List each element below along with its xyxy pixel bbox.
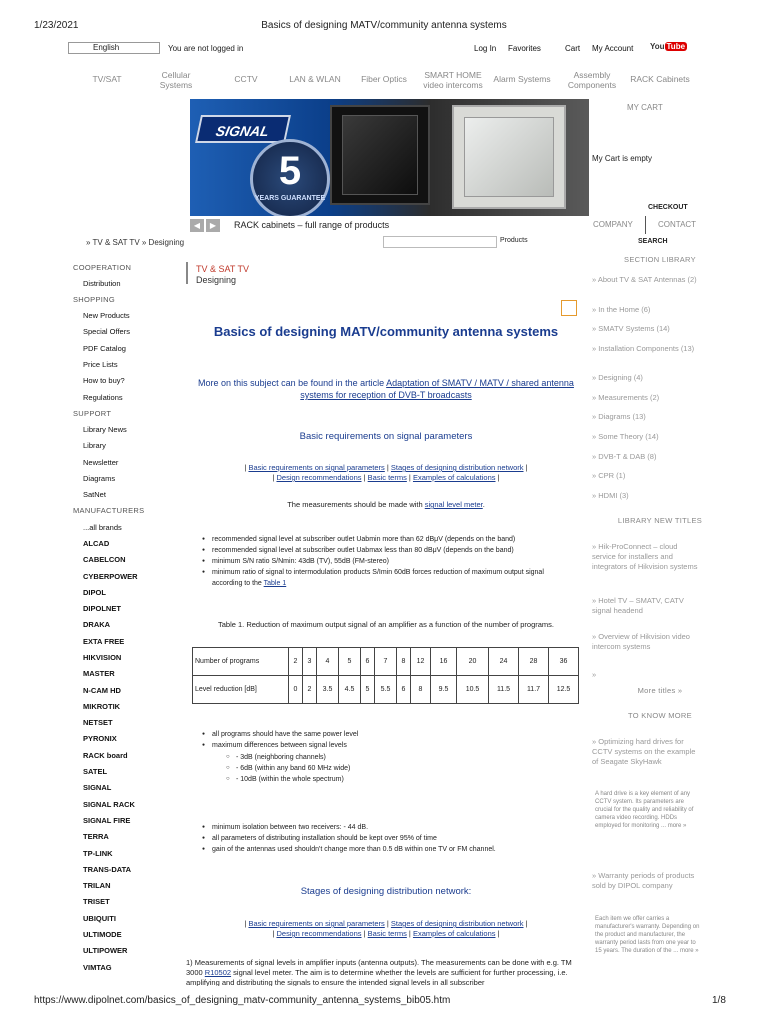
brand-hikvision[interactable]: HIKVISION	[83, 653, 122, 662]
sidebar-heading-cooperation: COOPERATION	[73, 263, 132, 272]
table-cell: 5	[361, 676, 375, 704]
brand-satel[interactable]: SATEL	[83, 767, 108, 776]
print-date: 1/23/2021	[34, 20, 79, 31]
list-item	[202, 567, 576, 589]
brand-vimtag[interactable]: VIMTAG	[83, 963, 112, 972]
sidebar-item-satnet[interactable]: SatNet	[83, 490, 106, 499]
link-stages[interactable]: Stages of designing distribution network	[390, 463, 524, 472]
meas-prefix: The measurements should be made with	[287, 500, 425, 509]
table-row	[193, 648, 579, 676]
library-item-cpr[interactable]: » CPR (1)	[592, 471, 626, 480]
library-item-label: About TV & SAT Antennas (2)	[597, 275, 697, 284]
table-cell: 8	[397, 648, 411, 676]
section-library-heading: SECTION LIBRARY	[624, 255, 696, 264]
sidebar-item-diagrams[interactable]: Diagrams	[83, 474, 116, 483]
sidebar-item-special-offers[interactable]: Special Offers	[83, 327, 130, 336]
more-titles-link[interactable]: More titles »	[637, 686, 683, 695]
sidebar-item-distribution[interactable]: Distribution	[83, 279, 121, 288]
table-row-header: Number of programs	[193, 648, 289, 676]
table-cell: 24	[489, 648, 519, 676]
signal-level-meter-link[interactable]: signal level meter	[424, 500, 483, 509]
link-design-recommendations[interactable]: Design recommendations	[276, 929, 362, 938]
table-cell: 5.5	[375, 676, 397, 704]
level-differences-list	[226, 752, 526, 785]
my-account-link[interactable]: My Account	[592, 44, 634, 53]
nav-rack[interactable]: RACK Cabinets	[630, 74, 690, 84]
brand-n-cam-hd[interactable]: N-CAM HD	[83, 686, 121, 695]
brand-netset[interactable]: NETSET	[83, 718, 113, 727]
table-cell: 11.7	[519, 676, 549, 704]
know-more-title: Optimizing hard drives for CCTV systems on the example of Seagate SkyHawk	[592, 737, 696, 766]
brand-draka[interactable]: DRAKA	[83, 620, 111, 629]
brand-terra[interactable]: TERRA	[83, 832, 109, 841]
table-cell: 12.5	[549, 676, 579, 704]
search-button[interactable]: SEARCH	[638, 238, 668, 245]
new-title-label: Hotel TV – SMATV, CATV signal headend	[592, 596, 684, 615]
brand-dipol[interactable]: DIPOL	[83, 588, 106, 597]
brand-exta-free[interactable]: EXTA FREE	[83, 637, 125, 646]
search-input[interactable]	[383, 236, 497, 248]
brand-mikrotik[interactable]: MIKROTIK	[83, 702, 121, 711]
link-basic-terms[interactable]: Basic terms	[367, 473, 407, 482]
table-cell: 8	[411, 676, 431, 704]
link-design-recommendations[interactable]: Design recommendations	[276, 473, 362, 482]
table-cell: 0	[289, 676, 303, 704]
list-item: ● maximum differences between signal levels	[202, 740, 576, 751]
library-item-label: Installation Components (13)	[598, 344, 695, 353]
link-examples[interactable]: Examples of calculations	[412, 929, 496, 938]
slide-prev-button[interactable]: ◀	[190, 219, 204, 232]
brand-ubiquiti[interactable]: UBIQUITI	[83, 914, 116, 923]
requirements-list	[202, 534, 576, 589]
library-item-theory[interactable]: » Some Theory (14)	[592, 432, 659, 441]
table-cell: 4.5	[339, 676, 361, 704]
table-cell: 2	[289, 648, 303, 676]
library-item-diagrams[interactable]: » Diagrams (13)	[592, 412, 646, 421]
brand-triset[interactable]: TRISET	[83, 897, 110, 906]
brand-ultipower[interactable]: ULTIPOWER	[83, 946, 128, 955]
print-page-number: 1/8	[712, 995, 726, 1006]
link-stages[interactable]: Stages of designing distribution network	[390, 919, 524, 928]
table-cell: 16	[431, 648, 457, 676]
checkout-button[interactable]: CHECKOUT	[648, 204, 688, 211]
more-info-prefix: More on this subject can be found in the article	[198, 378, 387, 388]
table-cell: 6	[397, 676, 411, 704]
brand-signal-fire[interactable]: SIGNAL FIRE	[83, 816, 131, 825]
library-item-label: Some Theory (14)	[598, 432, 659, 441]
meas-suffix: .	[482, 500, 485, 509]
brand-all[interactable]: ...all brands	[83, 523, 122, 532]
table-1-link[interactable]: Table 1	[263, 580, 287, 587]
know-more-title: Warranty periods of products sold by DIPOL company	[592, 871, 695, 890]
know-more-hdd[interactable]: » Optimizing hard drives for CCTV systems on the example of Seagate SkyHawk	[592, 737, 696, 766]
stage1-suffix: signal level meter. The aim is to determine whether the levels are sufficient for further processing, i.e. amplifying and distributing the signals to ensure the intended signal levels in all subscriber	[186, 968, 568, 986]
library-item-home[interactable]: » In the Home (6)	[592, 305, 651, 314]
list-item: ○ - 3dB (neighboring channels)	[226, 752, 526, 763]
company-link[interactable]: COMPANY	[593, 220, 633, 229]
nav-smart-home[interactable]: SMART HOME video intercoms	[423, 70, 483, 90]
table-row	[193, 676, 579, 704]
section-divider	[186, 262, 188, 284]
search-scope-select[interactable]: Products	[500, 237, 528, 244]
brand-trilan[interactable]: TRILAN	[83, 881, 111, 890]
favorites-link[interactable]: Favorites	[508, 44, 541, 53]
library-item-hdmi[interactable]: » HDMI (3)	[592, 491, 629, 500]
table-cell: 28	[519, 648, 549, 676]
divider	[645, 216, 646, 234]
library-item-installation[interactable]: » Installation Components (13)	[592, 344, 695, 353]
table-cell: 6	[361, 648, 375, 676]
sidebar-item-pdf-catalog[interactable]: PDF Catalog	[83, 344, 126, 353]
slide-next-button[interactable]: ▶	[206, 219, 220, 232]
measurement-note	[188, 500, 584, 509]
article-nav-1: | Basic requirements on signal parameters | Stages of designing distribution network | | Design recommendations | Basic terms | Examples of calculations |	[244, 463, 528, 482]
library-item-designing[interactable]: » Designing (4)	[592, 373, 643, 382]
know-more-warranty-text: Each item we offer carries a manufacturer's warranty. Depending on the product and manufacturer, the warranty period lasts from one year to 15 years. The duration of the ... more »	[595, 916, 700, 954]
table-cell: 3.5	[317, 676, 339, 704]
cart-empty-text: My Cart is empty	[592, 154, 653, 163]
library-item-label: Measurements (2)	[598, 393, 660, 402]
sidebar-item-regulations[interactable]: Regulations	[83, 393, 123, 402]
library-item-label: DVB-T & DAB (8)	[598, 452, 657, 461]
nav-alarm[interactable]: Alarm Systems	[493, 74, 551, 84]
nav-tv-sat[interactable]: TV/SAT	[92, 74, 122, 84]
breadcrumb[interactable]: » TV & SAT TV » Designing	[86, 238, 185, 247]
share-icon[interactable]	[561, 300, 577, 316]
promo-banner[interactable]	[190, 99, 589, 216]
to-know-more-heading: TO KNOW MORE	[628, 711, 692, 720]
brand-signal-rack[interactable]: SIGNAL RACK	[83, 800, 135, 809]
more-info-link[interactable]: Adaptation of SMATV / MATV / shared antenna systems for reception of DVB-T broadcasts	[300, 378, 574, 400]
brand-master[interactable]: MASTER	[83, 669, 115, 678]
new-title-hikvision-intercom[interactable]: » Overview of Hikvision video intercom systems	[592, 632, 690, 651]
isolation-list	[202, 822, 576, 855]
list-item: ● minimum isolation between two receivers: - 44 dB.	[202, 822, 576, 833]
list-item: ● minimum S/N ratio S/Nmin: 43dB (TV), 55dB (FM-stereo)	[202, 556, 576, 567]
section-title[interactable]: TV & SAT TV	[196, 264, 250, 274]
know-more-hdd-text: A hard drive is a key element of any CCTV system. Its parameters are crucial for the quality and reliability of camera video recording. HDDs employed for monitoring ... more »	[595, 791, 694, 829]
link-basic-requirements[interactable]: Basic requirements on signal parameters	[248, 463, 385, 472]
library-item-measurements[interactable]: » Measurements (2)	[592, 393, 660, 402]
stage-1-text	[186, 958, 582, 986]
sidebar-item-price-lists[interactable]: Price Lists	[83, 360, 118, 369]
table-cell: 9.5	[431, 676, 457, 704]
print-url: https://www.dipolnet.com/basics_of_designing_matv-community_antenna_systems_bib05.htm	[34, 995, 451, 1006]
nav-assembly[interactable]: Assembly Components	[567, 70, 617, 90]
table-cell: 3	[303, 648, 317, 676]
table-row-header: Level reduction [dB]	[193, 676, 289, 704]
table-cell: 5	[339, 648, 361, 676]
new-title-blank[interactable]: »	[592, 670, 597, 679]
brand-ultimode[interactable]: ULTIMODE	[83, 930, 122, 939]
black-cabinet-door	[342, 115, 418, 195]
list-item: ● all programs should have the same power level	[202, 729, 576, 740]
r10502-link[interactable]: R10502	[204, 968, 232, 977]
table-cell: 7	[375, 648, 397, 676]
table-cell: 11.5	[489, 676, 519, 704]
library-item-smatv[interactable]: » SMATV Systems (14)	[592, 324, 670, 333]
sidebar-item-new-products[interactable]: New Products	[83, 311, 130, 320]
brand-dipolnet[interactable]: DIPOLNET	[83, 604, 121, 613]
brand-pyronix[interactable]: PYRONIX	[83, 734, 117, 743]
login-link[interactable]: Log In	[474, 44, 497, 53]
bullet-prefix: minimum ratio of signal to intermodulation products S/Imin 60dB forces reduction of maximum output signal according to the	[212, 569, 544, 587]
print-title: Basics of designing MATV/community antenna systems	[261, 20, 507, 31]
new-title-label: Hik-ProConnect – cloud service for installers and integrators of Hikvision systems	[592, 542, 698, 571]
library-item-label: HDMI (3)	[598, 491, 629, 500]
library-item-label: Designing (4)	[598, 373, 643, 382]
list-item: ● all parameters of distributing installation should be kept over 95% of time	[202, 833, 576, 844]
programs-table	[192, 647, 579, 704]
sidebar-item-library[interactable]: Library	[83, 441, 106, 450]
table-caption: Table 1. Reduction of maximum output signal of an amplifier as a function of the number of programs.	[217, 620, 554, 629]
page-title: Basics of designing MATV/community antenna systems	[213, 324, 559, 339]
list-item: ● gain of the antennas used shouldn't change more than 0.5 dB within one TV or FM channel.	[202, 844, 576, 855]
library-item-dvbt[interactable]: » DVB-T & DAB (8)	[592, 452, 657, 461]
sidebar-heading-manufacturers: MANUFACTURERS	[73, 506, 145, 515]
brand-rack-board[interactable]: RACK board	[83, 751, 128, 760]
table-cell: 36	[549, 648, 579, 676]
library-item-label: In the Home (6)	[598, 305, 651, 314]
nav-lan-wlan[interactable]: LAN & WLAN	[289, 74, 341, 84]
language-select[interactable]: English	[68, 42, 160, 54]
sidebar-item-how-to-buy[interactable]: How to buy?	[83, 376, 125, 385]
cart-link[interactable]: Cart	[565, 44, 581, 53]
library-item-label: Diagrams (13)	[598, 412, 646, 421]
list-item: ● recommended signal level at subscriber outlet Uabmax less than 80 dBμV (depends on the band)	[202, 545, 576, 556]
list-item: ● recommended signal level at subscriber outlet Uabmin more than 62 dBμV (depends on the band)	[202, 534, 576, 545]
library-item-label: CPR (1)	[598, 471, 626, 480]
signal-logo: SIGNAL	[195, 115, 291, 143]
new-title-label: Overview of Hikvision video intercom systems	[592, 632, 690, 651]
know-more-warranty[interactable]: » Warranty periods of products sold by DIPOL company	[592, 871, 695, 890]
guarantee-label: YEARS GUARANTEE	[254, 195, 326, 202]
basic-requirements-heading: Basic requirements on signal parameters	[299, 431, 473, 442]
new-title-hotel-tv[interactable]: » Hotel TV – SMATV, CATV signal headend	[592, 596, 684, 615]
guarantee-years: 5	[278, 149, 302, 193]
brand-alcad[interactable]: ALCAD	[83, 539, 110, 548]
youtube-tube: Tube	[666, 42, 686, 51]
stages-heading: Stages of designing distribution network:	[300, 886, 472, 897]
table-cell: 4	[317, 648, 339, 676]
library-item-about[interactable]: » About TV & SAT Antennas (2)	[592, 275, 697, 284]
login-status: You are not logged in	[168, 44, 244, 53]
list-item: ○ - 6dB (within any band 60 MHz wide)	[226, 763, 526, 774]
link-basic-requirements[interactable]: Basic requirements on signal parameters	[248, 919, 385, 928]
table-cell: 12	[411, 648, 431, 676]
sidebar-item-library-news[interactable]: Library News	[83, 425, 127, 434]
youtube-you: You	[650, 42, 665, 51]
article-nav-2: | Basic requirements on signal parameters | Stages of designing distribution network | | Design recommendations | Basic terms | Examples of calculations |	[244, 919, 528, 938]
more-info	[196, 377, 576, 401]
sidebar-item-newsletter[interactable]: Newsletter	[83, 458, 119, 467]
my-cart-title: MY CART	[627, 103, 663, 112]
contact-link[interactable]: CONTACT	[658, 220, 697, 229]
brand-trans-data[interactable]: TRANS-DATA	[83, 865, 132, 874]
table-cell: 10.5	[457, 676, 489, 704]
link-basic-terms[interactable]: Basic terms	[367, 929, 407, 938]
list-item: ○ - 10dB (within the whole spectrum)	[226, 774, 526, 785]
brand-tp-link[interactable]: TP-LINK	[83, 849, 113, 858]
new-title-hik-proconnect[interactable]: » Hik-ProConnect – cloud service for installers and integrators of Hikvision systems	[592, 542, 698, 571]
library-item-label: SMATV Systems (14)	[598, 324, 670, 333]
white-cabinet-door	[464, 117, 554, 197]
brand-signal[interactable]: SIGNAL	[83, 783, 112, 792]
stage1-prefix: 1) Measurements of signal levels in amplifier inputs (antenna outputs). The measurements can be done with e.g. TM 3000	[186, 958, 572, 977]
library-new-titles-heading: LIBRARY NEW TITLES	[617, 516, 703, 525]
section-subtitle: Designing	[196, 275, 237, 285]
table-cell: 20	[457, 648, 489, 676]
sidebar-heading-shopping: SHOPPING	[73, 295, 115, 304]
nav-fiber-optics[interactable]: Fiber Optics	[361, 74, 407, 84]
brand-cyberpower[interactable]: CYBERPOWER	[83, 572, 138, 581]
table-cell: 2	[303, 676, 317, 704]
youtube-icon[interactable]	[650, 42, 686, 56]
slide-caption[interactable]: RACK cabinets – full range of products	[234, 220, 390, 230]
sidebar-heading-support: SUPPORT	[73, 409, 112, 418]
nav-cctv[interactable]: CCTV	[234, 74, 258, 84]
brand-cabelcon[interactable]: CABELCON	[83, 555, 126, 564]
nav-cellular[interactable]: Cellular Systems	[159, 70, 193, 90]
link-examples[interactable]: Examples of calculations	[412, 473, 496, 482]
levels-list	[202, 729, 576, 751]
